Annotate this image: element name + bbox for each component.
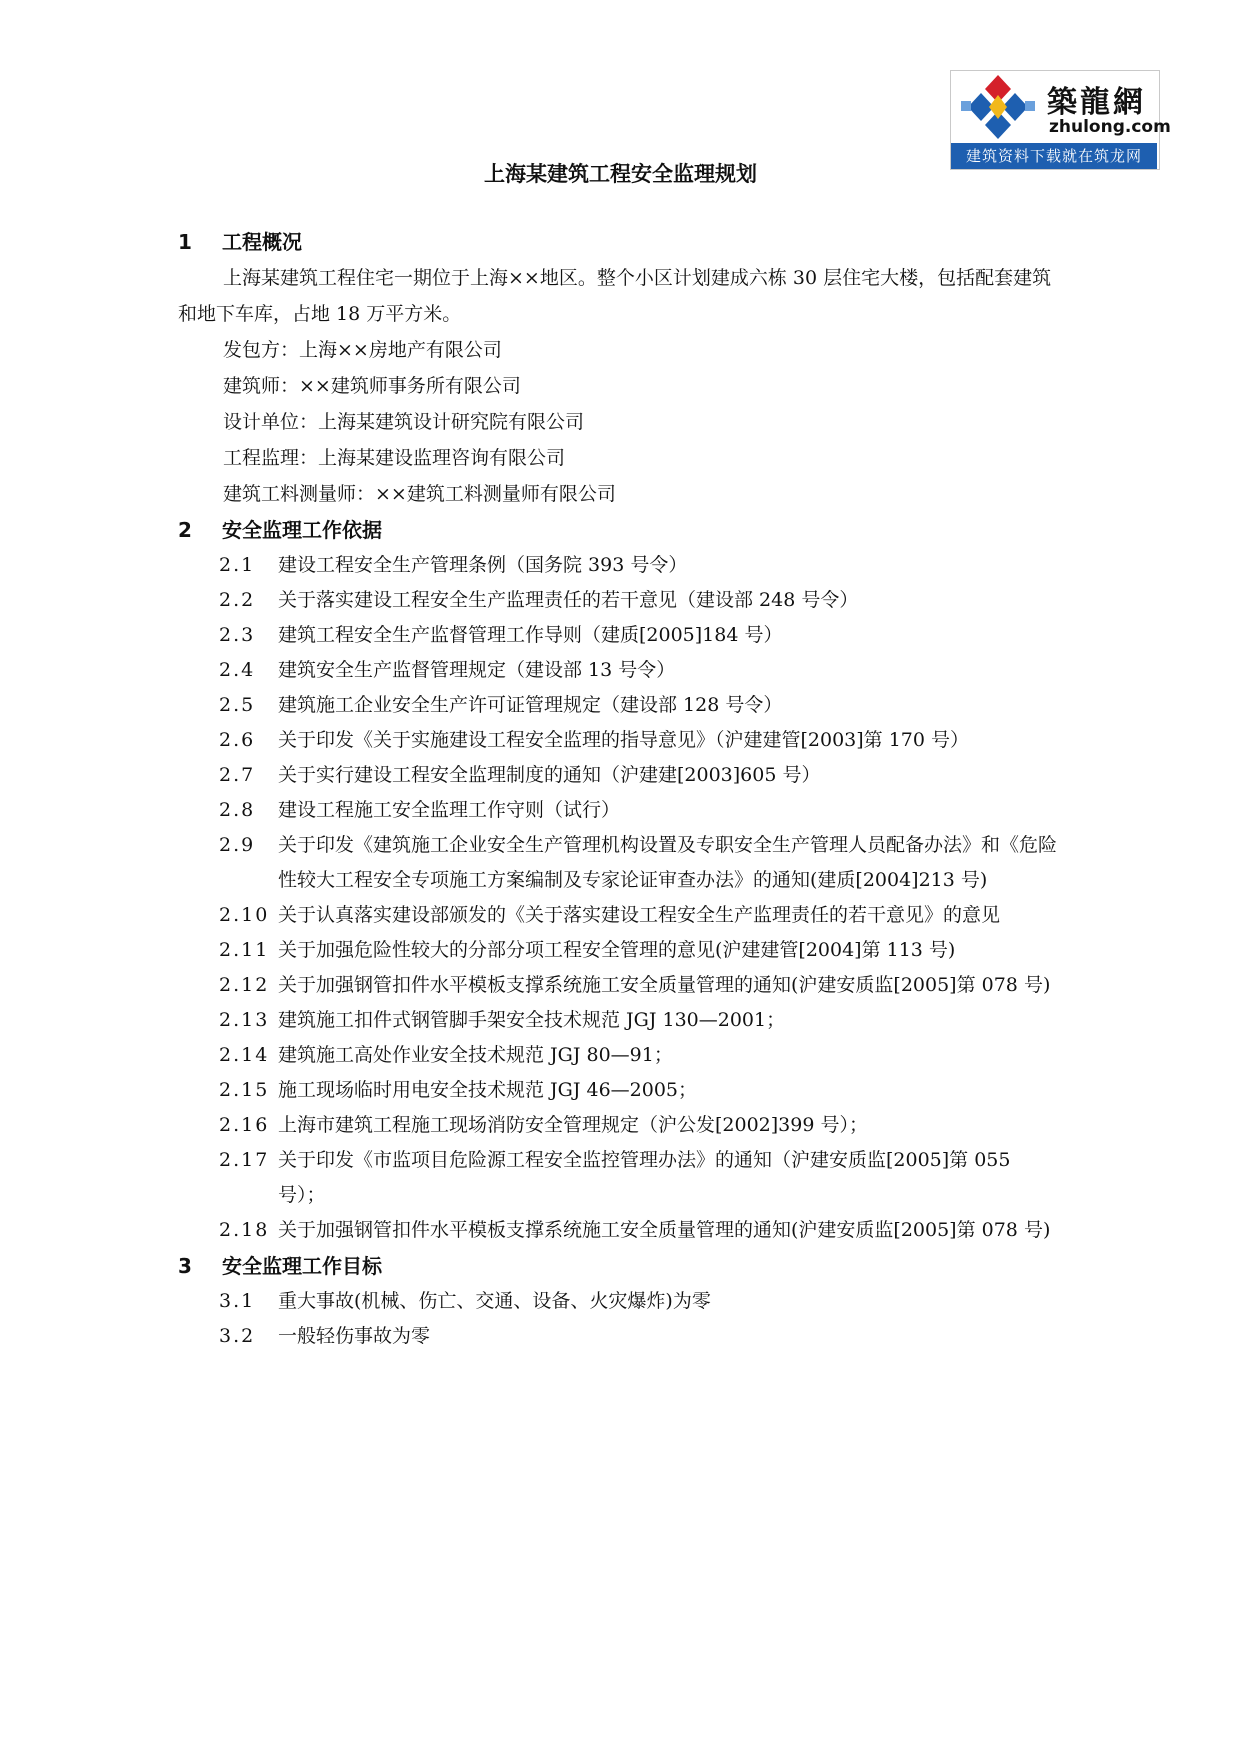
item-text: 关于落实建设工程安全生产监理责任的若干意见（建设部 248 号令） [278,589,859,611]
list-item [178,688,1058,723]
list-item [178,1143,1058,1213]
item-text: 关于印发《建筑施工企业安全生产管理机构设置及专职安全生产管理人员配备办法》和《危险性较大工程安全专项施工方案编制及专家论证审查办法》的通知(建质[2004]213 号) [278,834,1058,891]
item-number: 2.1 [219,554,256,576]
list-item [178,1284,1058,1319]
item-number: 2.18 [219,1219,270,1241]
list-item [178,583,1058,618]
section-heading-3 [178,1248,1058,1284]
item-text: 一般轻伤事故为零 [278,1325,431,1347]
item-text: 关于加强危险性较大的分部分项工程安全管理的意见(沪建建管[2004]第 113 号) [278,939,956,961]
item-text: 建设工程施工安全监理工作守则（试行） [278,799,621,821]
item-text: 建筑施工企业安全生产许可证管理规定（建设部 128 号令） [278,694,783,716]
item-number: 2.13 [219,1009,270,1031]
supervision-line: 工程监理：上海某建设监理咨询有限公司 [223,447,566,469]
item-number: 2.10 [219,904,270,926]
list-item [178,758,1058,793]
item-text: 关于认真落实建设部颁发的《关于落实建设工程安全生产监理责任的若干意见》的意见 [278,904,1001,926]
logo-slogan: 建筑资料下载就在筑龙网 [951,143,1157,169]
list-item [178,548,1058,583]
design-unit-line: 设计单位：上海某建筑设计研究院有限公司 [223,411,585,433]
item-number: 2.15 [219,1079,270,1101]
item-number: 2.12 [219,974,270,996]
item-number: 2.14 [219,1044,270,1066]
item-number: 2.2 [219,589,256,611]
item-text: 建设工程安全生产管理条例（国务院 393 号令） [278,554,688,576]
item-number: 2.9 [219,834,256,856]
list-item [178,1003,1058,1038]
section-title: 工程概况 [222,230,302,254]
list-item [178,1213,1058,1248]
document-title: 上海某建筑工程安全监理规划 [484,162,757,186]
item-number: 3.1 [219,1290,256,1312]
logo-domain: zhulong.com [1049,117,1171,137]
project-overview-paragraph: 上海某建筑工程住宅一期位于上海××地区。整个小区计划建成六栋 30 层住宅大楼，包括配套建筑和地下车库，占地 18 万平方米。 [178,267,1052,325]
zhulong-logo [950,70,1171,170]
item-number: 2.17 [219,1149,270,1171]
item-text: 建筑施工高处作业安全技术规范 JGJ 80—91； [278,1044,673,1066]
item-text: 关于印发《市监项目危险源工程安全监控管理办法》的通知（沪建安质监[2005]第 055 号）； [278,1149,1011,1206]
item-number: 2.16 [219,1114,270,1136]
section-heading-2 [178,512,1058,548]
section-title: 安全监理工作目标 [222,1254,382,1278]
item-number: 2.8 [219,799,256,821]
item-text: 关于加强钢管扣件水平模板支撑系统施工安全质量管理的通知(沪建安质监[2005]第 078 号) [278,1219,1051,1241]
section-number: 2 [178,518,192,542]
list-item [178,653,1058,688]
architect-line: 建筑师：××建筑师事务所有限公司 [223,375,521,397]
item-text: 施工现场临时用电安全技术规范 JGJ 46—2005； [278,1079,698,1101]
list-item [178,793,1058,828]
item-number: 2.4 [219,659,256,681]
item-number: 3.2 [219,1325,256,1347]
item-text: 上海市建筑工程施工现场消防安全管理规定（沪公发[2002]399 号）； [278,1114,868,1136]
client-line: 发包方：上海××房地产有限公司 [223,339,502,361]
list-item [178,968,1058,1003]
item-number: 2.7 [219,764,256,786]
item-number: 2.11 [219,939,270,961]
list-item [178,723,1058,758]
section-number: 3 [178,1254,192,1278]
list-item [178,1073,1058,1108]
item-text: 建筑工程安全生产监督管理工作导则（建质[2005]184 号） [278,624,783,646]
item-text: 关于印发《关于实施建设工程安全监理的指导意见》（沪建建管[2003]第 170 号） [278,729,970,751]
item-text: 建筑安全生产监督管理规定（建设部 13 号令） [278,659,676,681]
item-text: 重大事故(机械、伤亡、交通、设备、火灾爆炸)为零 [278,1290,711,1312]
list-item [178,1038,1058,1073]
item-number: 2.5 [219,694,256,716]
section-number: 1 [178,230,192,254]
list-item [178,933,1058,968]
section-heading-1 [178,224,1058,260]
list-item [178,898,1058,933]
item-text: 关于实行建设工程安全监理制度的通知（沪建建[2003]605 号） [278,764,821,786]
document-body [178,224,1058,1354]
logo-chinese-name: 築龍網 [1047,85,1146,120]
section-title: 安全监理工作依据 [222,518,382,542]
quantity-surveyor-line: 建筑工料测量师：××建筑工料测量师有限公司 [223,483,616,505]
list-item [178,1319,1058,1354]
item-number: 2.6 [219,729,256,751]
list-item [178,1108,1058,1143]
item-text: 建筑施工扣件式钢管脚手架安全技术规范 JGJ 130—2001； [278,1009,786,1031]
item-number: 2.3 [219,624,256,646]
item-text: 关于加强钢管扣件水平模板支撑系统施工安全质量管理的通知(沪建安质监[2005]第 078 号) [278,974,1051,996]
list-item [178,828,1058,898]
list-item [178,618,1058,653]
